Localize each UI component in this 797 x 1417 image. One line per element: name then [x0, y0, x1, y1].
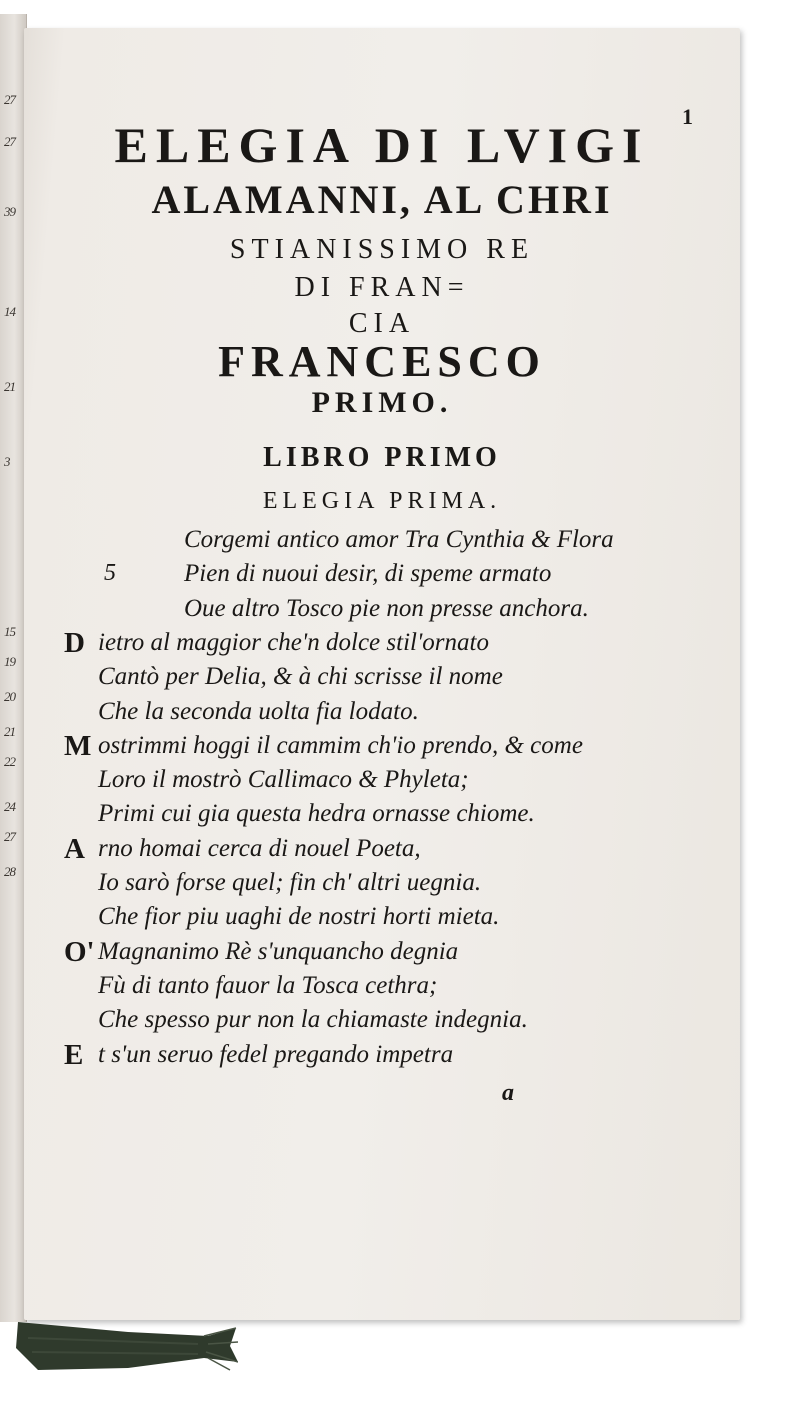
verse-line: Corgemi antico amor Tra Cynthia & Flora	[184, 526, 614, 553]
elegy-heading: ELEGIA PRIMA.	[262, 488, 502, 514]
facing-margin-number: 15	[4, 624, 15, 639]
verse-line: ostrimmi hoggi il cammim ch'io prendo, & come	[98, 731, 583, 759]
verse-line: rno homai cerca di nouel Poeta,	[98, 834, 421, 862]
facing-margin-number: 20	[4, 689, 15, 704]
title-line-3: STIANISSIMO RE	[229, 234, 535, 265]
facing-margin-number: 39	[4, 204, 15, 219]
facing-margin-number: 14	[4, 304, 15, 319]
verse-line: Magnanimo Rè s'unquancho degnia	[98, 937, 459, 965]
verse-line: Primi cui gia questa hedra ornasse chiome.	[98, 800, 535, 828]
verse-line: Loro il mostrò Callimaco & Phyleta;	[98, 766, 469, 794]
title-line-1: ELEGIA DI LVIGI	[114, 117, 650, 173]
verse-initial: E	[64, 1038, 84, 1071]
facing-margin-number: 27	[4, 134, 15, 149]
facing-margin-number: 24	[4, 799, 15, 814]
verse-line: ietro al maggior che'n dolce stil'ornato	[98, 628, 489, 656]
verse-initial: O'	[64, 935, 95, 968]
ribbon-bookmark	[8, 1318, 238, 1374]
facing-margin-number: 21	[4, 379, 15, 394]
facing-margin-number: 27	[4, 92, 15, 107]
book-heading: LIBRO PRIMO	[263, 442, 501, 473]
verse-line: Che spesso pur non la chiamaste indegnia.	[98, 1006, 528, 1034]
verse-initial: D	[64, 626, 85, 659]
title-line-5: CIA	[348, 308, 416, 339]
verse-line: Cantò per Delia, & à chi scrisse il nome	[98, 663, 503, 691]
verse-line: Che fior piu uaghi de nostri horti mieta.	[98, 903, 500, 931]
facing-margin-number: 27	[4, 829, 15, 844]
verse-number: 5	[104, 560, 116, 587]
verse-line: t s'un seruo fedel pregando impetra	[98, 1040, 454, 1068]
verse-line: Fù di tanto fauor la Tosca cethra;	[98, 971, 438, 999]
verse-initial: M	[64, 729, 92, 762]
facing-margin-number: 21	[4, 724, 15, 739]
folio-number: 1	[682, 104, 693, 129]
verse-line: Pien di nuoui desir, di speme armato	[184, 560, 552, 588]
verse-line: Che la seconda uolta fia lodato.	[98, 697, 419, 725]
facing-margin-number: 28	[4, 864, 15, 879]
verse-line: Oue altro Tosco pie non presse anchora.	[184, 594, 589, 622]
title-line-6: FRANCESCO	[218, 337, 546, 386]
catchword: a	[502, 1080, 514, 1106]
title-line-2: ALAMANNI, AL CHRI	[151, 177, 613, 222]
title-line-4: DI FRAN=	[294, 272, 470, 303]
book-page	[24, 28, 740, 1320]
verse-initial: A	[64, 832, 85, 865]
title-line-7: PRIMO.	[311, 386, 453, 419]
facing-margin-number: 19	[4, 654, 15, 669]
verse-line: Io sarò forse quel; fin ch' altri uegnia.	[98, 869, 482, 896]
facing-margin-number: 3	[4, 454, 10, 469]
facing-margin-number: 22	[4, 754, 15, 769]
facing-page-edge	[0, 14, 27, 1322]
